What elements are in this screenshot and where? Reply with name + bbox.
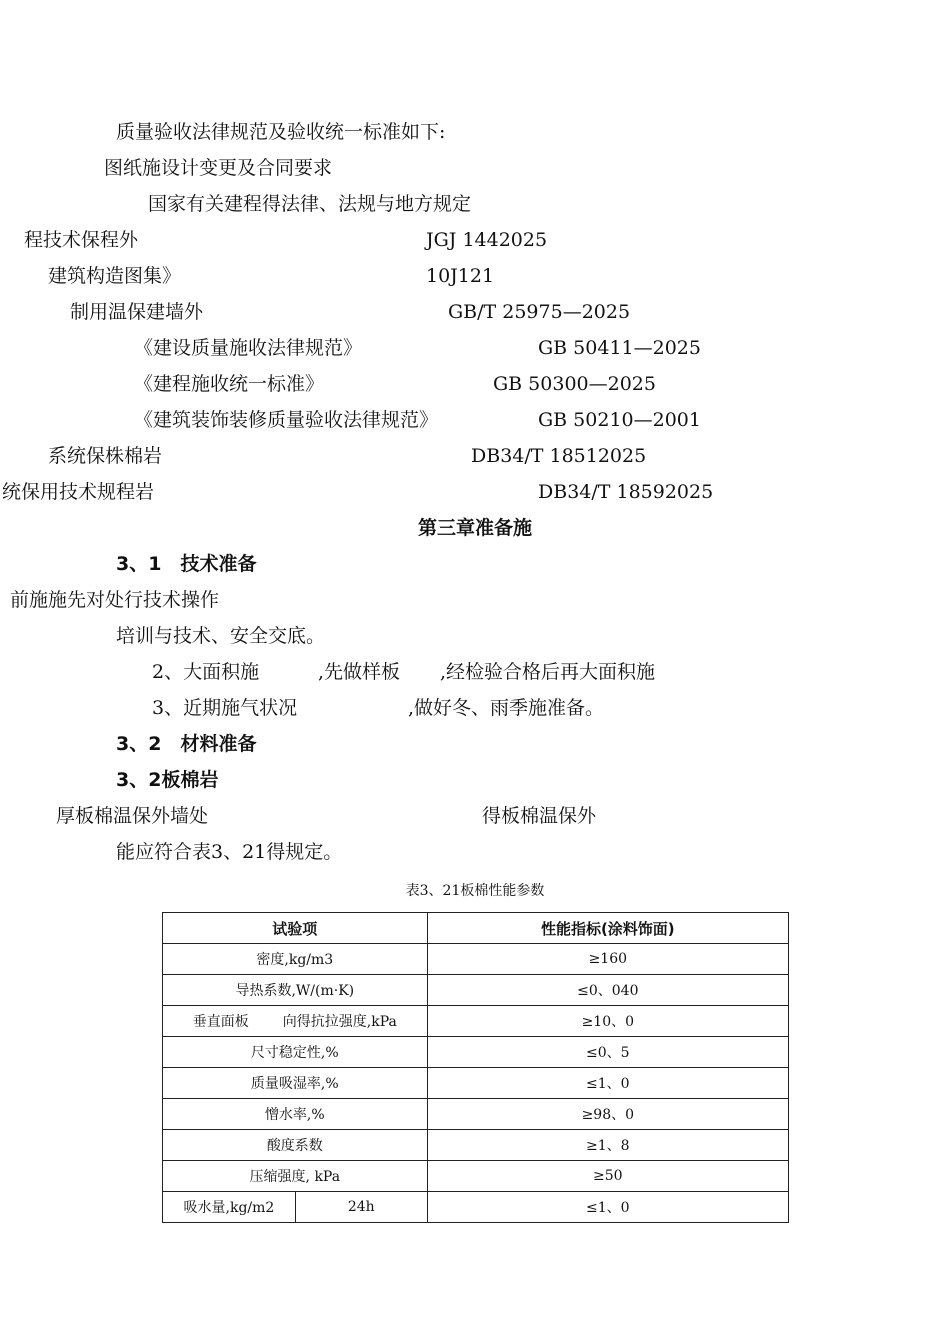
standard-code: GB 50210—2001 — [538, 409, 701, 431]
spec-table — [162, 912, 789, 1223]
table-row — [163, 1099, 789, 1130]
table-row — [163, 1192, 789, 1223]
table-row — [163, 1068, 789, 1099]
paragraph: 3、近期施气状况 — [152, 697, 298, 719]
paragraph: 得板棉温保外 — [482, 805, 597, 827]
cell-item: 吸水量,kg/m2 — [163, 1192, 296, 1223]
cell-item: 尺寸稳定性,% — [163, 1037, 428, 1068]
standard-name: 统保用技术规程岩 — [2, 481, 155, 503]
cell-item: 密度,kg/m3 — [163, 944, 428, 975]
paragraph: 培训与技术、安全交底。 — [116, 625, 326, 647]
header-item: 试验项 — [163, 913, 428, 944]
paragraph: ,先做样板 — [318, 661, 401, 683]
cell-value: ≥1、8 — [427, 1130, 788, 1161]
standard-code: 10J121 — [426, 265, 495, 287]
cell-value: ≥50 — [427, 1161, 788, 1192]
standard-code: GB 50411—2025 — [538, 337, 701, 359]
standard-name: 程技术保程外 — [24, 229, 139, 251]
standard-code: DB34/T 18592025 — [538, 481, 714, 503]
cell-value: ≥160 — [427, 944, 788, 975]
cell-item-sub: 24h — [295, 1192, 427, 1223]
standard-code: JGJ 1442025 — [426, 229, 548, 251]
cell-item-part: 向得抗拉强度,kPa — [282, 1014, 397, 1030]
table-row — [163, 944, 789, 975]
section-heading: 3、2 材料准备 — [116, 733, 257, 755]
table-caption: 表3、21板棉性能参数 — [405, 883, 545, 899]
standard-name: 系统保株棉岩 — [48, 445, 163, 467]
standard-code: DB34/T 18512025 — [471, 445, 647, 467]
paragraph: ,做好冬、雨季施准备。 — [408, 697, 605, 719]
cell-item — [163, 1006, 428, 1037]
paragraph: ,经检验合格后再大面积施 — [440, 661, 656, 683]
standard-name: 《建筑装饰装修质量验收法律规范》 — [134, 409, 439, 431]
paragraph-intro: 质量验收法律规范及验收统一标准如下: — [116, 121, 446, 143]
chapter-title: 第三章准备施 — [417, 517, 532, 539]
paragraph: 能应符合表3、21得规定。 — [116, 841, 343, 863]
table-row — [163, 1130, 789, 1161]
standard-code: GB 50300—2025 — [493, 373, 656, 395]
paragraph: 前施施先对处行技术操作 — [10, 589, 220, 611]
table-row — [163, 1161, 789, 1192]
standard-name: 制用温保建墙外 — [70, 301, 204, 323]
paragraph: 2、大面积施 — [152, 661, 260, 683]
header-value: 性能指标(涂料饰面) — [427, 913, 788, 944]
table-row — [163, 1006, 789, 1037]
cell-value: ≤1、0 — [427, 1068, 788, 1099]
standard-name: 建筑构造图集》 — [48, 265, 182, 287]
cell-value: ≤1、0 — [427, 1192, 788, 1223]
cell-item: 憎水率,% — [163, 1099, 428, 1130]
standard-name: 《建程施收统一标准》 — [134, 373, 325, 395]
table-row — [163, 975, 789, 1006]
cell-item: 压缩强度, kPa — [163, 1161, 428, 1192]
cell-item: 导热系数,W/(m·K) — [163, 975, 428, 1006]
standard-code: GB/T 25975—2025 — [448, 301, 631, 323]
cell-value: ≥98、0 — [427, 1099, 788, 1130]
subsection-heading: 3、2板棉岩 — [116, 769, 219, 791]
section-heading: 3、1 技术准备 — [116, 553, 257, 575]
cell-item-part: 垂直面板 — [192, 1014, 249, 1030]
standard-name: 《建设质量施收法律规范》 — [134, 337, 363, 359]
paragraph-national-laws: 国家有关建程得法律、法规与地方规定 — [148, 193, 472, 215]
cell-item: 质量吸湿率,% — [163, 1068, 428, 1099]
cell-value: ≤0、5 — [427, 1037, 788, 1068]
cell-item: 酸度系数 — [163, 1130, 428, 1161]
table-row — [163, 1037, 789, 1068]
table-header-row — [163, 913, 789, 944]
paragraph: 厚板棉温保外墙处 — [56, 805, 209, 827]
cell-value: ≤0、040 — [427, 975, 788, 1006]
paragraph-drawings: 图纸施设计变更及合同要求 — [104, 157, 333, 179]
cell-value: ≥10、0 — [427, 1006, 788, 1037]
